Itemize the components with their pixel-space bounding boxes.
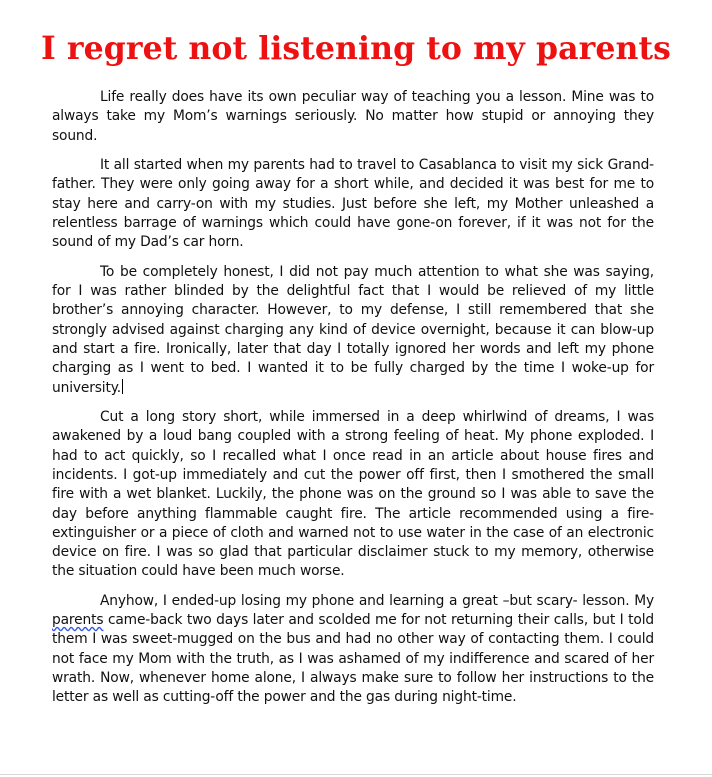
paragraph-5-text-after: came-back two days later and scolded me for not returning their calls, but I told them I was sweet-mugged on the bus and had no other way of contacting them. I could not face my Mom with the truth, as I was ashamed of my indifference and scared of her wrath. Now, whenever home alone, I always make sure to follow her instructions to the letter as well as cutting-off the power and the gas during night-time. — [52, 612, 654, 706]
spellcheck-flagged-word[interactable]: parents — [52, 612, 104, 629]
paragraph-3-text: To be completely honest, I did not pay much attention to what she was saying, for I was rather blinded by the delightful fact that I would be relieved of my little brother’s annoying character. However, to my defense, I still remembered that she strongly advised against charging any kind of device overnight, because it can blow-up and start a fire. Ironically, later that day I totally ignored her words and left my phone charging as I went to bed. I wanted it to be fully charged by the time I woke-up for university. — [52, 263, 654, 396]
paragraph-3 — [52, 263, 654, 398]
page-bottom-border — [0, 774, 712, 775]
paragraph-2: It all started when my parents had to travel to Casablanca to visit my sick Grand-father. They were only going away for a short while, and decided it was best for me to stay here and carry-on with my studies. Just before she left, my Mother unleashed a relentless barrage of warnings which could have gone-on forever, if it was not for the sound of my Dad’s car horn. — [52, 157, 654, 251]
paragraph-5 — [52, 592, 654, 708]
document-title: I regret not listening to my parents — [41, 30, 671, 67]
document-body[interactable] — [52, 88, 654, 718]
paragraph-1: Life really does have its own peculiar way of teaching you a lesson. Mine was to always take my Mom’s warnings seriously. No matter how stupid or annoying they sound. — [52, 89, 654, 144]
paragraph-5-text-before: Anyhow, I ended-up losing my phone and learning a great –but scary- lesson. My — [100, 592, 654, 609]
text-cursor — [122, 379, 123, 394]
paragraph-4: Cut a long story short, while immersed in a deep whirlwind of dreams, I was awakened by a loud bang coupled with a strong feeling of heat. My phone exploded. I had to act quickly, so I recalled what I once read in an article about house fires and incidents. I got-up immediately and cut the power off first, then I smothered the small fire with a wet blanket. Luckily, the phone was on the ground so I was able to save the day before anything flammable caught fire. The article recommended using a fire-extinguisher or a piece of cloth and warned not to use water in the case of an electronic device on fire. I was so glad that particular disclaimer stuck to my memory, otherwise the situation could have been much worse. — [52, 409, 654, 580]
